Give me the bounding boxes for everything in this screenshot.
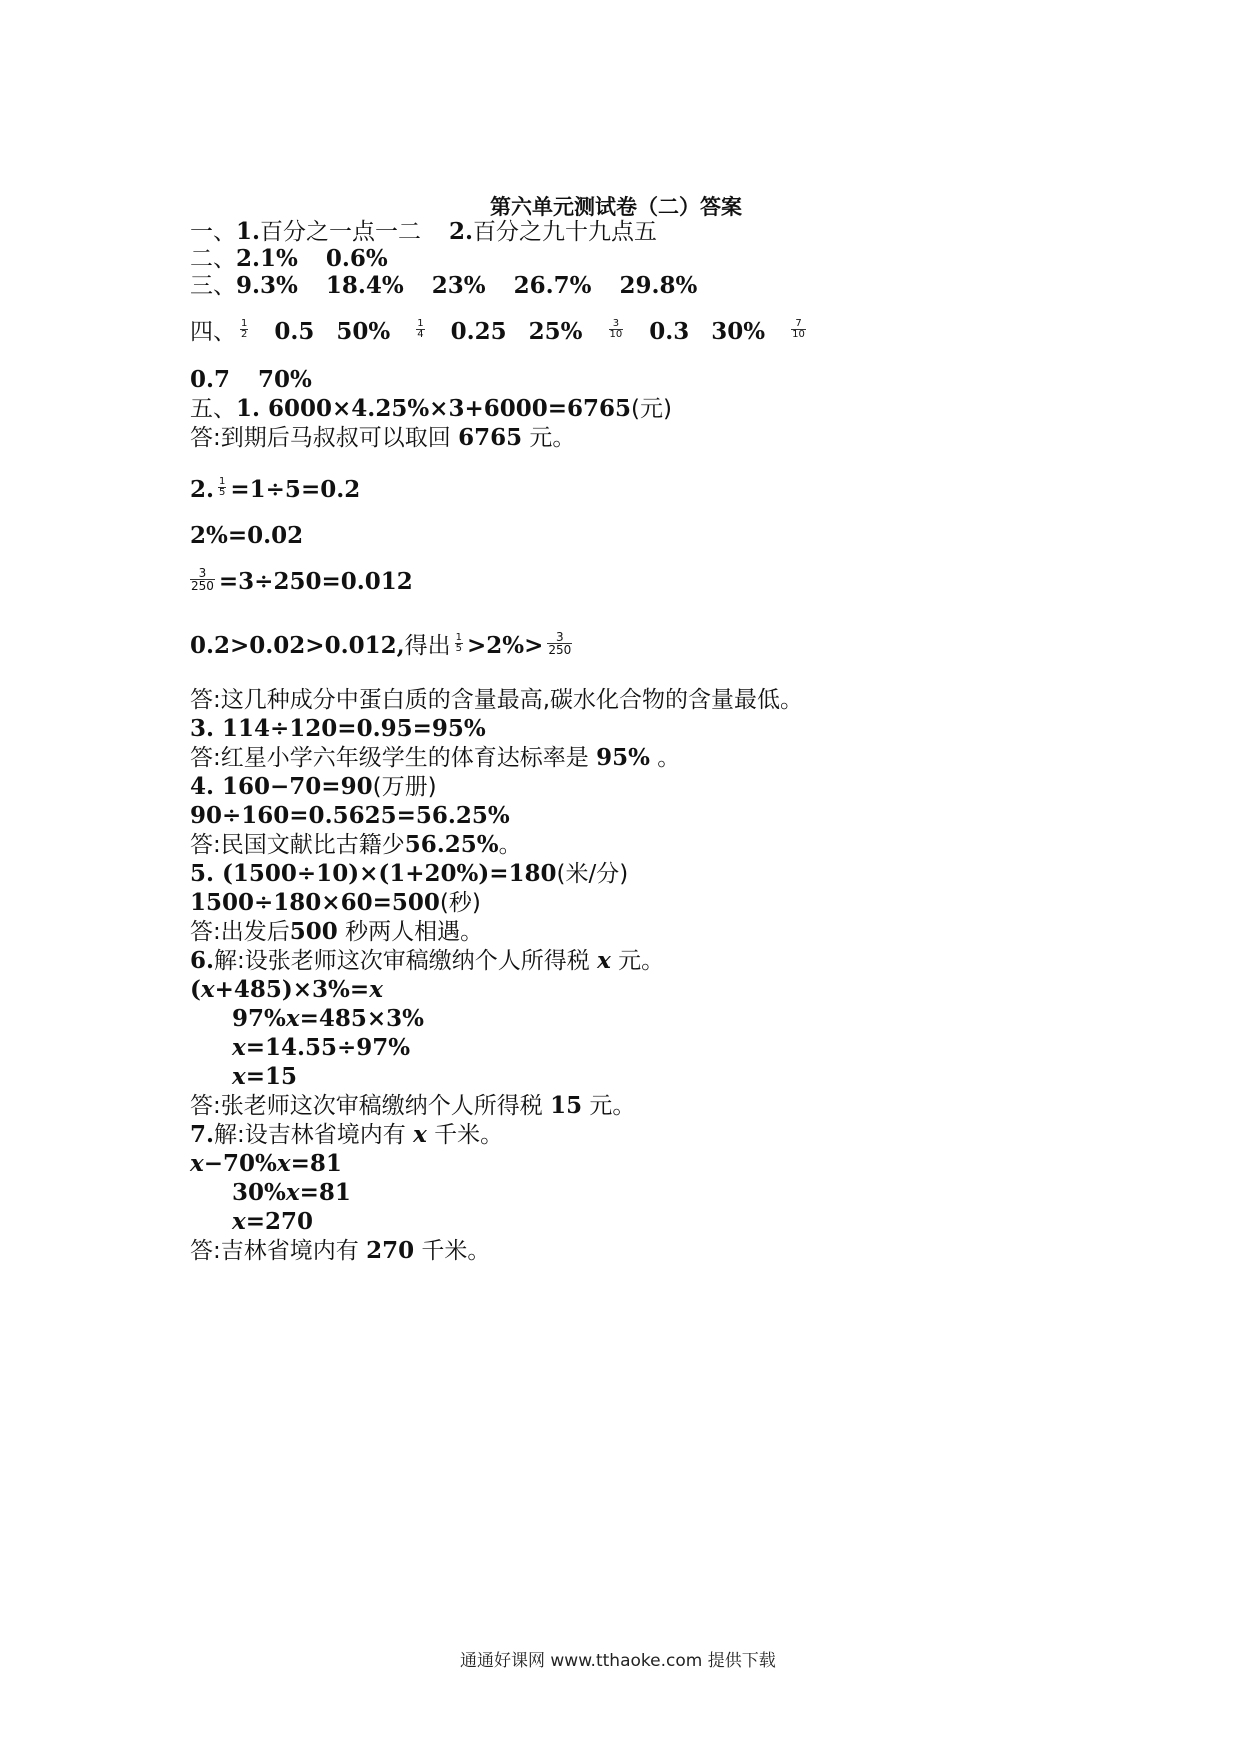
section-1-prefix: 一、 <box>190 219 236 245</box>
q4-answer: 答:民国文献比古籍少56.25%。 <box>190 831 522 858</box>
q2-line-3: $\frac{3}{250}$ =3÷250=0.012 <box>191 565 413 595</box>
q6-equation-1: (x+485)×3%=x <box>190 976 383 1003</box>
section-3-line <box>190 272 697 300</box>
s2-value-1: 2.1% <box>236 245 298 272</box>
q6-intro: 6.解:设张老师这次审稿缴纳个人所得税 x 元。 <box>190 947 665 974</box>
q6-equation-3: x=14.55÷97% <box>232 1034 411 1061</box>
s4-value: 50% <box>336 318 391 345</box>
q6-equation-2: 97%x=485×3% <box>232 1005 425 1032</box>
s4-value: 0.3 <box>649 318 690 345</box>
footer-source: 通通好课网 www.tthaoke.com 提供下载 <box>460 1651 776 1671</box>
q7-intro: 7.解:设吉林省境内有 x 千米。 <box>190 1121 504 1148</box>
q1-answer: 答:到期后马叔叔可以取回 6765 元。 <box>190 424 576 451</box>
s4-value: 25% <box>528 318 583 345</box>
s4-value: 70% <box>258 366 312 393</box>
q1-unit: (元) <box>631 396 672 422</box>
s3-value: 29.8% <box>619 272 698 299</box>
q2-line-4: 0.2>0.02>0.012,得出 $\frac{1}{5}$ >2%> $\frac{3}{250}$ <box>190 629 572 659</box>
q7-equation-2: 30%x=81 <box>232 1179 351 1206</box>
s1-item-a-num: 1. <box>236 218 261 245</box>
page-title: 第六单元测试卷（二）答案 <box>490 195 742 219</box>
fraction-3-250: $\frac{3}{250}$ <box>191 565 214 593</box>
fraction-1-5: $\frac{1}{5}$ <box>455 631 462 654</box>
q2-answer: 答:这几种成分中蛋白质的含量最高,碳水化合物的含量最低。 <box>190 687 804 713</box>
s4-value: 30% <box>711 318 766 345</box>
s3-value: 18.4% <box>325 272 404 299</box>
s1-item-b-text: 百分之九十九点五 <box>473 219 658 245</box>
s1-item-b-num: 2. <box>449 218 474 245</box>
q1-expression <box>190 395 672 423</box>
fraction-3-10: $\frac{3}{10}$ <box>609 317 623 340</box>
q3-expression: 3. 114÷120=0.95=95% <box>190 715 486 742</box>
section-4-prefix: 四、 <box>190 319 236 345</box>
q1-expr: 1. 6000×4.25%×3+6000=6765 <box>236 395 632 422</box>
section-3-prefix: 三、 <box>190 273 236 299</box>
q3-answer: 答:红星小学六年级学生的体育达标率是 95% 。 <box>190 744 681 771</box>
q5-expression-1: 5. (1500÷10)×(1+20%)=180(米/分) <box>190 860 629 887</box>
q5-expression-2: 1500÷180×60=500(秒) <box>190 889 481 916</box>
q7-equation-3: x=270 <box>232 1208 314 1235</box>
s4-value: 0.7 <box>190 366 231 393</box>
section-4-line <box>190 318 810 346</box>
section-2-line <box>190 245 388 273</box>
fraction-1-4: $\frac{1}{4}$ <box>417 317 424 340</box>
s1-item-a-text: 百分之一点一二 <box>260 219 422 245</box>
q2-line-2: 2%=0.02 <box>190 522 304 549</box>
s4-value: 0.25 <box>450 318 507 345</box>
q4-expression-1: 4. 160−70=90(万册) <box>190 773 437 800</box>
q5-answer: 答:出发后500 秒两人相遇。 <box>190 918 484 945</box>
fraction-7-10: $\frac{7}{10}$ <box>792 317 805 340</box>
section-1-line <box>190 218 657 246</box>
s2-value-2: 0.6% <box>325 245 388 272</box>
s3-value: 23% <box>431 272 486 299</box>
q7-equation-1: x−70%x=81 <box>190 1150 342 1177</box>
fraction-3-250: $\frac{3}{250}$ <box>548 629 572 657</box>
q6-equation-4: x=15 <box>232 1063 297 1090</box>
s3-value: 26.7% <box>513 272 592 299</box>
q4-expression-2: 90÷160=0.5625=56.25% <box>190 802 510 829</box>
q6-answer: 答:张老师这次审稿缴纳个人所得税 15 元。 <box>190 1092 636 1119</box>
s3-value: 9.3% <box>236 272 298 299</box>
section-5-prefix: 五、 <box>190 396 236 422</box>
section-4-continuation <box>190 366 312 394</box>
q7-answer: 答:吉林省境内有 270 千米。 <box>190 1237 491 1264</box>
fraction-1-5: $\frac{1}{5}$ <box>219 475 226 498</box>
fraction-1-2: $\frac{1}{2}$ <box>241 317 248 340</box>
s4-value: 0.5 <box>274 318 315 345</box>
q2-line-1: 2. $\frac{1}{5}$ =1÷5=0.2 <box>190 475 361 503</box>
section-2-prefix: 二、 <box>190 246 236 272</box>
